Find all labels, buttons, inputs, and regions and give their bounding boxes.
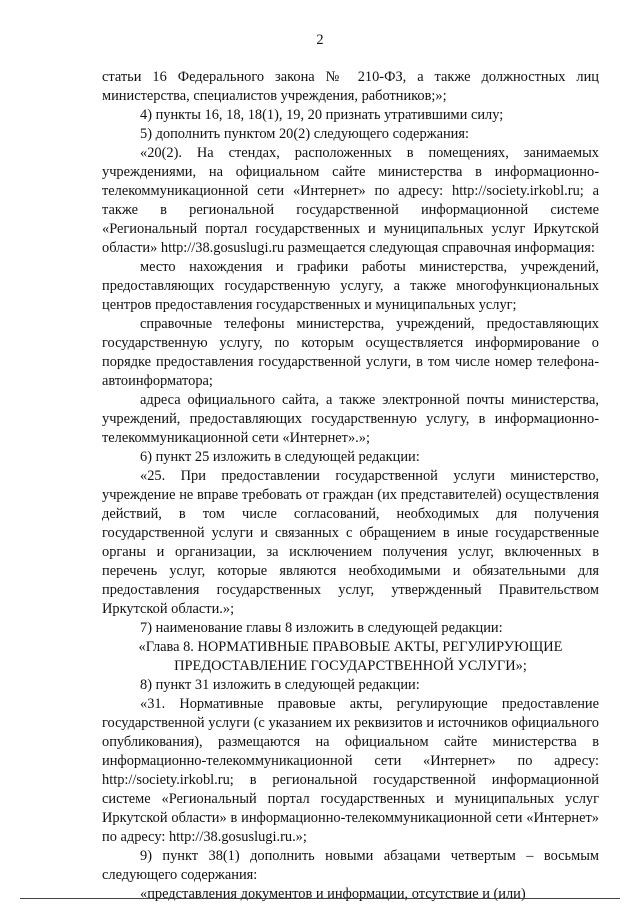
paragraph: «20(2). На стендах, расположенных в помещениях, занимаемых учреждениями, на официальном сайте министерства в информационно-телекоммуникационной сети «Интернет» по адресу: http://society.irkobl.ru; а также в региональной государственной информационной системе «Региональный портал государственных и муниципальных услуг Иркутской области» http://38.gosuslugi.ru размещается следующая справочная информация: bbox=[102, 145, 599, 256]
paragraph: 7) наименование главы 8 изложить в следующей редакции: bbox=[140, 620, 503, 636]
paragraph: 8) пункт 31 изложить в следующей редакции: bbox=[140, 677, 420, 693]
paragraph: 4) пункты 16, 18, 18(1), 19, 20 признать утратившими силу; bbox=[140, 107, 504, 123]
paragraph: «31. Нормативные правовые акты, регулирующие предоставление государственной услуги (с указанием их реквизитов и источников официального опубликования), размещаются на официальном сайте министерства в информационно-телекоммуникационной сети «Интернет» по адресу: http://society.irkobl.ru; в региональной государственной информационной системе «Региональный портал государственных и муниципальных услуг Иркутской области» в информационно-телекоммуникационной сети «Интернет» по адресу: http://38.gosuslugi.ru.»; bbox=[102, 696, 599, 845]
paragraph: «25. При предоставлении государственной услуги министерство, учреждение не вправе требовать от граждан (их представителей) осуществления действий, в том числе согласований, необходимых для получения государственной услуги и связанных с обращением в иные государственные органы и организации, за исключением получения услуг, включенных в перечень услуг, которые являются необходимыми и обязательными для предоставления государственных услуг, утвержденный Правительством Иркутской области.»; bbox=[102, 468, 599, 617]
paragraph: «представления документов и информации, отсутствие и (или) bbox=[140, 886, 526, 902]
paragraph: адреса официального сайта, а также электронной почты министерства, учреждений, предоставляющих государственную услугу, в информационно-телекоммуникационной сети «Интернет».»; bbox=[102, 392, 599, 446]
paragraph: статьи 16 Федерального закона № 210-ФЗ, а также должностных лиц министерства, специалистов учреждения, работников;»; bbox=[102, 69, 599, 104]
bottom-rule bbox=[20, 898, 620, 899]
document-body bbox=[102, 68, 599, 904]
paragraph: 9) пункт 38(1) дополнить новыми абзацами четвертым – восьмым следующего содержания: bbox=[102, 848, 599, 883]
paragraph: 6) пункт 25 изложить в следующей редакции: bbox=[140, 449, 420, 465]
paragraph: место нахождения и графики работы министерства, учреждений, предоставляющих государственную услугу, а также многофункциональных центров предоставления государственных и муниципальных услуг; bbox=[102, 259, 599, 313]
page-number: 2 bbox=[316, 32, 324, 48]
chapter-heading: «Глава 8. НОРМАТИВНЫЕ ПРАВОВЫЕ АКТЫ, РЕГУЛИРУЮЩИЕ ПРЕДОСТАВЛЕНИЕ ГОСУДАРСТВЕННОЙ УСЛУГИ»; bbox=[138, 639, 563, 674]
paragraph: справочные телефоны министерства, учреждений, предоставляющих государственную услугу, по которым осуществляется информирование о порядке предоставления государственной услуги, в том числе номер телефона-автоинформатора; bbox=[102, 316, 599, 389]
paragraph: 5) дополнить пунктом 20(2) следующего содержания: bbox=[140, 126, 469, 142]
